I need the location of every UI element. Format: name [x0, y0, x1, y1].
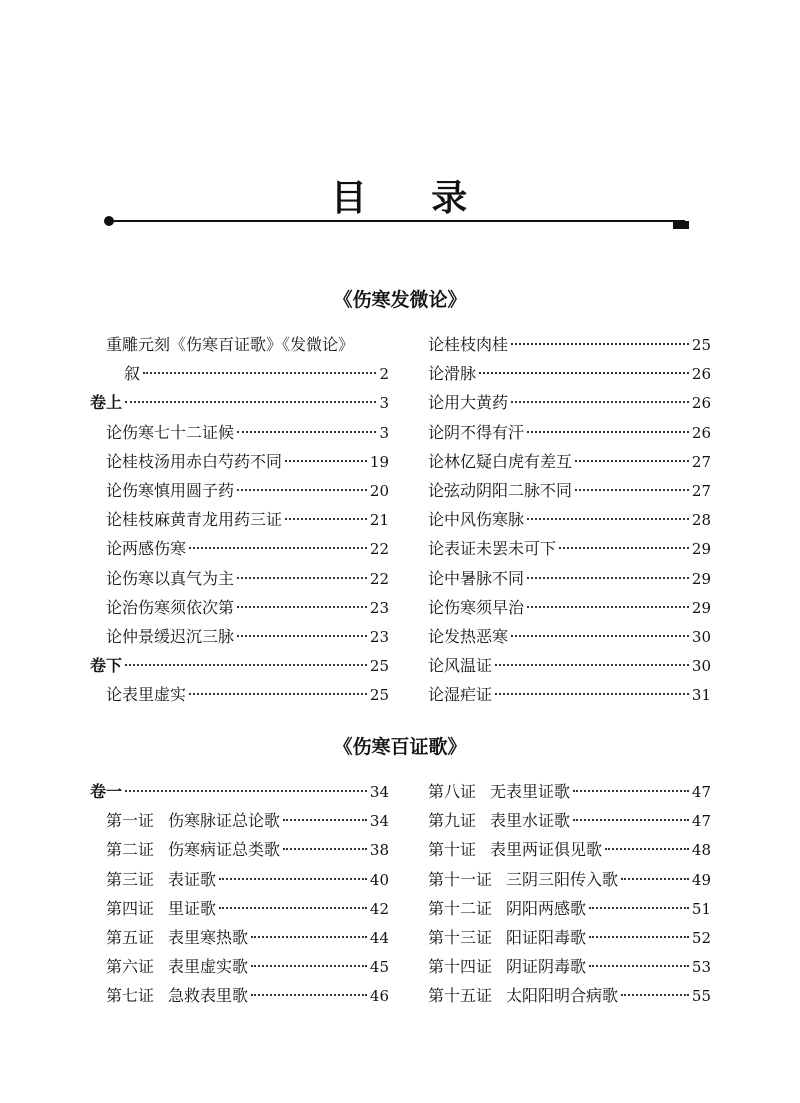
- toc-page-number: 31: [691, 686, 711, 705]
- toc-page-number: 28: [691, 511, 711, 530]
- toc-leader-dots: [511, 343, 689, 345]
- toc-entry-title: 论表证未罢未可下: [428, 539, 557, 559]
- toc-entry[interactable]: [428, 508, 711, 532]
- toc-leader-dots: [237, 577, 367, 579]
- toc-leader-dots: [575, 489, 689, 491]
- toc-leader-dots: [237, 635, 367, 637]
- toc-entry[interactable]: [90, 654, 389, 678]
- toc-entry[interactable]: [428, 780, 711, 804]
- toc-leader-dots: [189, 693, 367, 695]
- toc-page-number: 3: [379, 423, 389, 442]
- toc-page-number: 20: [369, 482, 389, 500]
- toc-entry[interactable]: [106, 868, 389, 892]
- toc-leader-dots: [527, 606, 689, 608]
- toc-entry-title: 论风温证: [428, 656, 493, 676]
- toc-entry-title: 卷一: [90, 782, 123, 801]
- toc-entry[interactable]: [428, 926, 711, 950]
- toc-leader-dots: [559, 547, 689, 549]
- page-title: [0, 170, 800, 221]
- toc-entry-title: 论桂枝麻黄青龙用药三证: [106, 510, 283, 530]
- toc-entry-title: 论伤寒以真气为主: [106, 568, 235, 588]
- toc-entry-head[interactable]: 重雕元刻《伤寒百证歌》《发微论》: [106, 335, 355, 354]
- toc-page-number: 27: [691, 452, 711, 471]
- toc-entry-title: 论仲景缓迟沉三脉: [106, 627, 235, 646]
- toc-page-number: 55: [691, 987, 711, 1006]
- toc-leader-dots: [573, 790, 689, 792]
- toc-leader-dots: [251, 965, 367, 967]
- toc-page-number: 51: [691, 899, 711, 918]
- toc-leader-dots: [143, 372, 376, 374]
- toc-page-number: 26: [691, 365, 711, 384]
- toc-entry-title: 论林亿疑白虎有差互: [428, 451, 573, 471]
- toc-entry[interactable]: [106, 984, 389, 1008]
- toc-entry-title: 第三证 表证歌: [106, 869, 217, 889]
- toc-entry-title: 第一证 伤寒脉证总论歌: [106, 811, 281, 831]
- toc-entry[interactable]: [428, 654, 711, 678]
- toc-entry[interactable]: [124, 362, 389, 386]
- toc-entry-title: 论伤寒须早治: [428, 597, 525, 617]
- toc-leader-dots: [251, 936, 367, 938]
- toc-entry-title: 第四证 里证歌: [106, 898, 217, 918]
- toc-leader-dots: [189, 547, 367, 549]
- toc-page-number: 21: [369, 511, 389, 530]
- toc-entry[interactable]: [428, 868, 711, 892]
- toc-entry[interactable]: [428, 984, 711, 1008]
- toc-leader-dots: [219, 907, 367, 909]
- toc-leader-dots: [125, 401, 376, 403]
- toc-entry[interactable]: [428, 955, 711, 979]
- toc-entry-title: 第十三证 阳证阳毒歌: [428, 928, 587, 947]
- toc-entry-title: 论伤寒慎用圆子药: [106, 481, 235, 500]
- toc-page-number: 22: [369, 569, 389, 588]
- toc-entry-title: 论桂枝汤用赤白芍药不同: [106, 451, 283, 471]
- toc-entry-title: 论治伤寒须依次第: [106, 597, 235, 617]
- toc-leader-dots: [285, 518, 367, 520]
- toc-page-number: 26: [691, 423, 711, 442]
- toc-entry[interactable]: [106, 955, 389, 979]
- toc-entry[interactable]: [428, 809, 711, 833]
- toc-entry-title: 论阴不得有汗: [428, 422, 525, 442]
- toc-entry-title: 论伤寒七十二证候: [106, 422, 235, 442]
- toc-leader-dots: [589, 907, 689, 909]
- toc-entry[interactable]: [428, 537, 711, 561]
- toc-entry-title: 论表里虚实: [106, 685, 187, 705]
- toc-page-number: 22: [369, 540, 389, 559]
- toc-entry-title: 论桂枝肉桂: [428, 335, 509, 354]
- toc-entry[interactable]: [428, 479, 711, 503]
- toc-entry[interactable]: [428, 362, 711, 386]
- toc-entry-title: 卷上: [90, 393, 123, 413]
- toc-entry[interactable]: [106, 450, 389, 474]
- toc-page-number: 52: [691, 929, 711, 947]
- toc-entry-title: 论滑脉: [428, 364, 477, 384]
- toc-page-number: 53: [691, 958, 711, 977]
- toc-entry-title: 论弦动阴阳二脉不同: [428, 481, 573, 500]
- title-rule-block: [673, 221, 689, 229]
- section-title-baizheng: 《伤寒百证歌》: [333, 736, 467, 758]
- toc-entry[interactable]: [428, 596, 711, 620]
- toc-entry-title: 第十四证 阴证阴毒歌: [428, 957, 587, 977]
- toc-leader-dots: [479, 372, 689, 374]
- toc-page-number: 29: [691, 598, 711, 617]
- toc-entry-title: 论湿疟证: [428, 685, 493, 705]
- toc-entry[interactable]: [106, 683, 389, 707]
- toc-entry[interactable]: [428, 421, 711, 445]
- toc-leader-dots: [251, 994, 367, 996]
- toc-page-number: 49: [691, 870, 711, 889]
- toc-entry[interactable]: [106, 479, 389, 503]
- toc-entry[interactable]: [106, 508, 389, 532]
- toc-entry[interactable]: [106, 838, 389, 862]
- toc-page-number: 25: [369, 686, 389, 705]
- toc-entry[interactable]: [428, 391, 711, 415]
- toc-leader-dots: [219, 878, 367, 880]
- toc-entry[interactable]: [428, 333, 711, 357]
- toc-page-number: 30: [691, 657, 711, 676]
- toc-page-number: 40: [369, 870, 389, 889]
- toc-entry-title: 第六证 表里虚实歌: [106, 957, 249, 977]
- toc-entry[interactable]: [428, 838, 711, 862]
- toc-entry-title: 第十二证 阴阳两感歌: [428, 898, 587, 918]
- toc-entry[interactable]: [106, 421, 389, 445]
- page-title-char-2: 录: [431, 178, 470, 219]
- toc-entry-title: 第二证 伤寒病证总类歌: [106, 840, 281, 860]
- toc-entry[interactable]: [106, 596, 389, 620]
- toc-entry[interactable]: [106, 926, 389, 950]
- toc-leader-dots: [575, 460, 689, 462]
- toc-page-number: 30: [691, 628, 711, 646]
- toc-page-number: 44: [369, 929, 389, 947]
- toc-entry-title: 论用大黄药: [428, 393, 509, 413]
- toc-page-number: 47: [691, 812, 711, 831]
- toc-leader-dots: [495, 664, 689, 666]
- toc-entry-title: 论中风伤寒脉: [428, 510, 525, 530]
- toc-entry-title: 论两感伤寒: [106, 539, 187, 559]
- toc-entry[interactable]: [90, 780, 389, 804]
- toc-leader-dots: [605, 848, 689, 850]
- toc-page-number: 25: [691, 336, 711, 354]
- toc-entry[interactable]: [106, 567, 389, 591]
- toc-entry-title: 论发热恶寒: [428, 627, 509, 646]
- toc-entry-title: 第十一证 三阴三阳传入歌: [428, 869, 619, 889]
- toc-entry[interactable]: [106, 809, 389, 833]
- toc-entry[interactable]: [428, 897, 711, 921]
- toc-leader-dots: [495, 693, 689, 695]
- toc-leader-dots: [527, 518, 689, 520]
- toc-leader-dots: [589, 936, 689, 938]
- toc-page-number: 46: [369, 987, 389, 1006]
- toc-entry-title: 叙: [124, 364, 141, 384]
- toc-leader-dots: [237, 606, 367, 608]
- toc-page-number: 25: [369, 657, 389, 676]
- toc-page-number: 48: [691, 841, 711, 860]
- toc-entry[interactable]: [428, 625, 711, 649]
- toc-entry-title: 卷下: [90, 656, 123, 676]
- page-title-char-1: 目: [330, 178, 369, 219]
- toc-entry-title: 第九证 表里水证歌: [428, 811, 571, 831]
- toc-entry-title: 第五证 表里寒热歌: [106, 928, 249, 947]
- toc-leader-dots: [589, 965, 689, 967]
- toc-leader-dots: [511, 635, 689, 637]
- toc-leader-dots: [125, 664, 367, 666]
- toc-entry[interactable]: [106, 625, 389, 649]
- toc-entry[interactable]: [428, 567, 711, 591]
- toc-page-number: 29: [691, 540, 711, 559]
- toc-page-number: 23: [369, 598, 389, 617]
- toc-leader-dots: [285, 460, 367, 462]
- toc-entry-title: 第七证 急救表里歌: [106, 986, 249, 1006]
- toc-entry-title: 第十证 表里两证俱见歌: [428, 840, 603, 860]
- toc-leader-dots: [573, 819, 689, 821]
- toc-page-number: 29: [691, 569, 711, 588]
- toc-leader-dots: [283, 819, 367, 821]
- title-rule-dot: [104, 216, 114, 226]
- title-rule: [109, 220, 685, 222]
- toc-entry-title: 第八证 无表里证歌: [428, 782, 571, 801]
- section-title-fawei: 《伤寒发微论》: [333, 289, 467, 311]
- toc-page-number: 2: [379, 365, 389, 384]
- toc-leader-dots: [283, 848, 367, 850]
- toc-page-number: 38: [369, 841, 389, 860]
- toc-page-number: 47: [691, 783, 711, 801]
- toc-leader-dots: [237, 431, 376, 433]
- toc-page-number: 42: [369, 899, 389, 918]
- toc-page-number: 34: [369, 812, 389, 831]
- toc-leader-dots: [237, 489, 367, 491]
- toc-entry-title: 论中暑脉不同: [428, 568, 525, 588]
- toc-leader-dots: [621, 994, 689, 996]
- toc-entry[interactable]: [106, 897, 389, 921]
- toc-page-number: 27: [691, 482, 711, 500]
- toc-leader-dots: [125, 790, 367, 792]
- toc-entry-title: 第十五证 太阳阳明合病歌: [428, 986, 619, 1006]
- toc-page-number: 23: [369, 628, 389, 646]
- toc-entry[interactable]: [428, 450, 711, 474]
- toc-page-number: 3: [379, 394, 389, 413]
- toc-entry[interactable]: [106, 537, 389, 561]
- toc-page-number: 26: [691, 394, 711, 413]
- toc-leader-dots: [527, 431, 689, 433]
- toc-entry[interactable]: [428, 683, 711, 707]
- toc-leader-dots: [621, 878, 689, 880]
- toc-entry[interactable]: [90, 391, 389, 415]
- toc-page-number: 34: [369, 783, 389, 801]
- toc-leader-dots: [527, 577, 689, 579]
- toc-page-number: 19: [369, 452, 389, 471]
- toc-leader-dots: [511, 401, 689, 403]
- toc-page-number: 45: [369, 958, 389, 977]
